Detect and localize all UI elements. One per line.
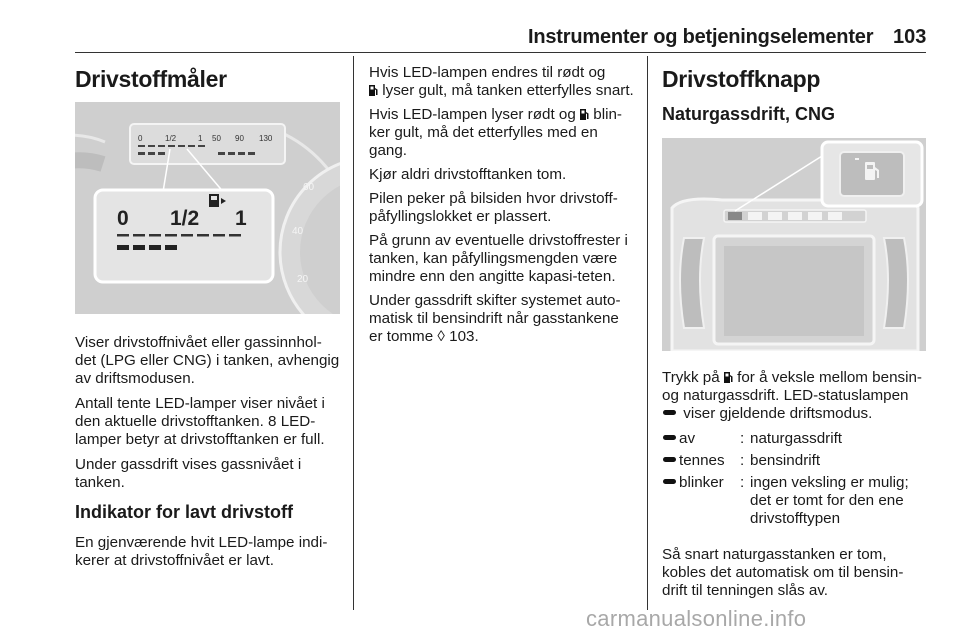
column-fuel-notes	[369, 64, 634, 352]
paragraph: Viser drivstoffnivået eller gassinnhol-det (LPG eller CNG) i tanken, avhengig av driftsmodusen.	[75, 334, 340, 387]
table-row	[662, 452, 928, 474]
led-outline	[229, 234, 241, 237]
paragraph: På grunn av eventuelle drivstoffrester i tanken, kan påfyllingsmengden være mindre enn den angitte kapasi-teten.	[369, 232, 628, 285]
running-title: Instrumenter og betjeningselementer	[528, 26, 874, 48]
status-key-cell	[662, 474, 740, 532]
status-value: naturgassdrift	[750, 430, 843, 447]
fuel-pump-icon	[369, 84, 378, 96]
center-console-drawing	[662, 138, 926, 351]
text-run: Trykk på	[662, 369, 720, 386]
cluster-number: 0	[138, 134, 143, 143]
column-fuel-button	[662, 58, 928, 607]
status-key: av	[679, 430, 696, 447]
page-number: 103	[893, 26, 927, 48]
text-run: Hvis LED-lampen endres til rødt og	[369, 64, 606, 81]
text-run: blin-ker gult, må det etterfylles med en gang.	[369, 106, 622, 159]
speed-number: 50	[212, 134, 221, 143]
cross-reference-icon: ◊	[437, 328, 445, 345]
column-divider-2	[647, 56, 648, 610]
led-outline	[165, 234, 177, 237]
led-outline	[213, 234, 225, 237]
text-run: viser gjeldende driftsmodus.	[683, 405, 873, 422]
paragraph: Så snart naturgasstanken er tom, kobles det automatisk om til bensin-drift til tenningen slås av.	[662, 546, 904, 599]
led-lit	[133, 245, 145, 250]
gauge-number: 60	[303, 182, 315, 193]
led-indicator-icon	[663, 457, 676, 462]
subsection-heading: Indikator for lavt drivstoff	[75, 502, 294, 522]
header-rule	[75, 52, 926, 53]
text-run: for å veksle mellom bensin- og naturgassdrift. LED-statuslampen	[662, 369, 922, 404]
led-indicator-icon	[663, 435, 676, 440]
section-heading: Drivstoffmåler	[75, 66, 227, 92]
paragraph: Under gassdrift vises gassnivået i tanken.	[75, 456, 302, 491]
fuel-pump-icon	[580, 108, 589, 120]
paragraph: Kjør aldri drivstofftanken tom.	[369, 166, 567, 183]
status-key: tennes	[679, 452, 725, 469]
text-run: Under gassdrift skifter systemet auto-matisk til bensindrift når gasstankene er tomme	[369, 292, 621, 345]
speed-number: 90	[235, 134, 244, 143]
led-lit	[117, 245, 129, 250]
paragraph: Antall tente LED-lamper viser nivået i den aktuelle drivstofftanken. 8 LED-lamper betyr at drivstofftanken er full.	[75, 395, 325, 448]
led-lit	[165, 245, 177, 250]
fuel-pump-icon	[724, 371, 733, 383]
led-outline	[181, 234, 193, 237]
column-divider-1	[353, 56, 354, 610]
zoom-half-label: 1/2	[170, 207, 200, 230]
zoom-empty-label: 0	[117, 207, 129, 230]
zoom-full-label: 1	[235, 207, 247, 230]
status-value: bensindrift	[750, 452, 821, 469]
status-value: ingen veksling er mulig; det er tomt for den ene drivstofftypen	[750, 474, 909, 527]
led-outline	[117, 234, 129, 237]
cluster-number: 1/2	[165, 134, 177, 143]
separator: :	[740, 430, 745, 447]
paragraph	[662, 369, 928, 423]
paragraph: Pilen peker på bilsiden hvor drivstoff-påfyllingslokket er plassert.	[369, 190, 618, 225]
table-row	[662, 430, 928, 452]
status-key-cell	[662, 430, 740, 452]
text-run: lyser gult, må tanken etterfylles snart.	[382, 82, 634, 99]
subsection-heading: Naturgassdrift, CNG	[662, 104, 836, 124]
paragraph	[369, 292, 634, 346]
led-indicator-icon	[663, 479, 676, 484]
watermark: carmanualsonline.info	[586, 606, 807, 631]
table-row	[662, 474, 928, 532]
separator: :	[740, 452, 745, 469]
page-header	[0, 0, 960, 52]
speed-number: 130	[259, 134, 273, 143]
cluster-number: 1	[198, 134, 203, 143]
led-outline	[197, 234, 209, 237]
led-lit	[149, 245, 161, 250]
status-key: blinker	[679, 474, 724, 491]
paragraph: En gjenværende hvit LED-lampe indi-kerer at drivstoffnivået er lavt.	[75, 534, 328, 569]
column-fuel-gauge	[75, 58, 340, 577]
fuel-button-illustration	[662, 138, 926, 351]
paragraph	[369, 64, 634, 100]
led-outline	[149, 234, 161, 237]
led-outline	[133, 234, 145, 237]
gauge-number: 40	[292, 226, 304, 237]
gauge-number: 20	[297, 274, 309, 285]
section-heading: Drivstoffknapp	[662, 66, 821, 92]
instrument-cluster-drawing	[75, 102, 340, 314]
fuel-gauge-illustration	[75, 102, 340, 314]
text-run: Hvis LED-lampen lyser rødt og	[369, 106, 576, 123]
text-run: .	[474, 328, 479, 345]
separator: :	[740, 474, 745, 491]
led-status-table	[662, 430, 928, 532]
led-indicator-icon	[663, 410, 676, 415]
cross-reference-page[interactable]: 103	[449, 328, 475, 345]
status-key-cell	[662, 452, 740, 474]
paragraph	[369, 106, 634, 160]
